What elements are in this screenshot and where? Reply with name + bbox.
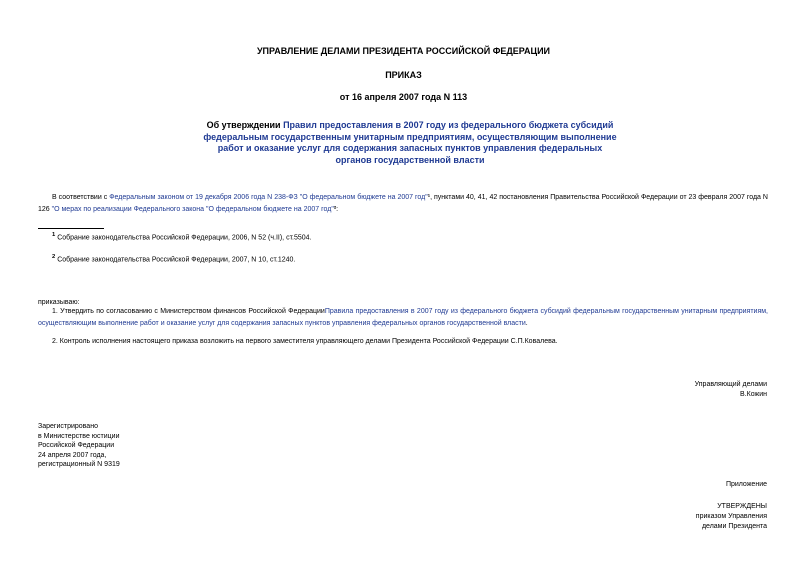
footnote-2-mark: 2 [52, 254, 56, 260]
order-item-2: 2. Контроль исполнения настоящего приказа возложить на первого заместителя управляющего делами Президента Российской Федерации С.П.Ковалева. [52, 338, 558, 345]
registration-block [38, 422, 120, 470]
footnote-2 [52, 254, 295, 263]
approval-line-2: делами Президента [701, 523, 767, 530]
preamble-link-federal-law[interactable]: Федеральным законом от 19 декабря 2006 года N 238-ФЗ "О федеральном бюджете на 2007 год" [109, 194, 428, 201]
registration-line-1: Зарегистрировано [38, 423, 98, 430]
order-word: приказываю: [38, 299, 80, 306]
doc-type-heading: ПРИКАЗ [385, 70, 422, 80]
item1-rules-link[interactable]: Правила предоставления в 2007 году из федерального бюджета субсидий федеральным государственным унитарным предприятиям, осуществляющим выполнение работ и оказание услуг для содержания запасных пунктов управления федеральных органов государственной власти [38, 308, 768, 327]
registration-line-4: 24 апреля 2007 года, [38, 451, 107, 459]
title-prefix: Об утверждении [206, 120, 284, 130]
approval-line-1: приказом Управления [695, 513, 767, 520]
signature-position: Управляющий делами [694, 381, 767, 388]
footnote-2-text: Собрание законодательства Российской Федерации, 2007, N 10, ст.1240. [57, 256, 296, 264]
footnote-1 [52, 232, 311, 241]
registration-line-2: в Министерстве юстиции [38, 432, 120, 440]
footnote-1-mark: 1 [52, 232, 56, 238]
preamble: В соответствии с Федеральным законом от 19 декабря 2006 года N 238-ФЗ "О федеральном бюджете на 2007 год"¹, пунктами 40, 41, 42 постановления Правительства Российской Федерации от 23 февраля 2007 года N 126 "О мерах по реализации Федерального закона "О федеральном бюджете на 2007 год"²: [38, 194, 768, 213]
preamble-link-resolution[interactable]: "О мерах по реализации Федерального закона "О федеральном бюджете на 2007 год" [51, 206, 334, 213]
preamble-text-2: , пунктами 40, 41, 42 постановления Правительства Российской Федерации от 23 февраля 2007 года N 126 [38, 194, 768, 213]
approval-heading: УТВЕРЖДЕНЫ [717, 503, 767, 510]
footnote-1-text: Собрание законодательства Российской Федерации, 2006, N 52 (ч.II), ст.5504. [57, 234, 312, 242]
preamble-text-1: В соответствии с [52, 194, 110, 201]
registration-line-5: регистрационный N 9319 [38, 461, 120, 468]
signature-name: В.Кожин [740, 391, 767, 398]
item1-end: . [525, 320, 528, 327]
approval-block [696, 502, 767, 532]
appendix-label: Приложение [725, 481, 767, 488]
preamble-text-3: : [336, 206, 339, 213]
date-line: от 16 апреля 2007 года N 113 [339, 92, 468, 102]
title-link[interactable]: Правил предоставления в 2007 году из федерального бюджета субсидий федеральным государственным унитарным предприятиям, осуществляющим выполнение работ и оказание услуг для содержания запасных пунктов управления федеральных органов государственной власти [203, 120, 617, 165]
footnote-separator [38, 228, 104, 229]
document-title [200, 120, 620, 166]
order-item-1 [38, 306, 768, 330]
signature-block [695, 380, 767, 400]
agency-heading: УПРАВЛЕНИЕ ДЕЛАМИ ПРЕЗИДЕНТА РОССИЙСКОЙ ФЕДЕРАЦИИ [256, 46, 551, 56]
item1-text: 1. Утвердить по согласованию с Министерством финансов Российской Федерации [52, 308, 325, 315]
registration-line-3: Российской Федерации [38, 442, 115, 449]
